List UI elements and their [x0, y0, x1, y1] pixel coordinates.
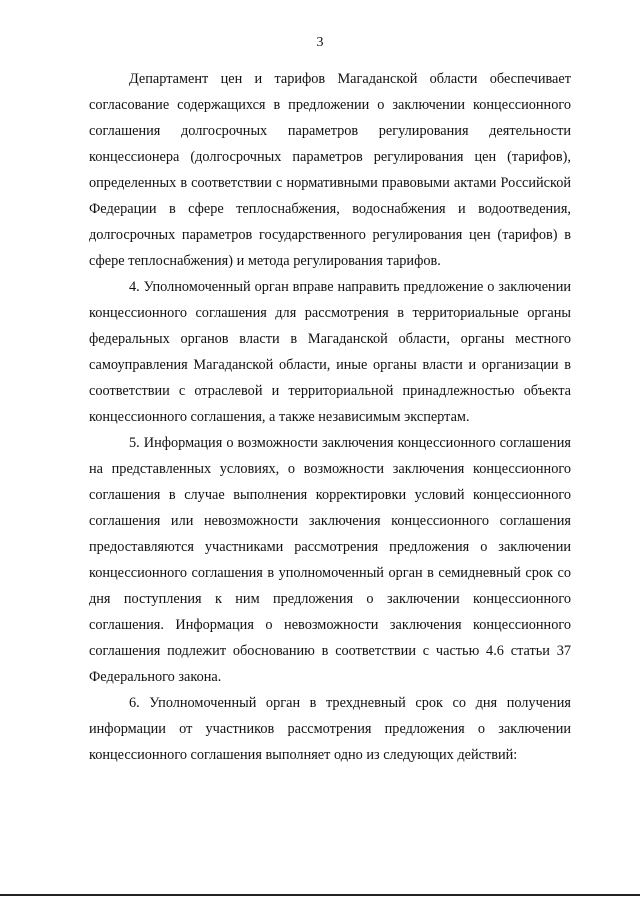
page-number: 3 [316, 35, 324, 50]
paragraph-item-6: 6. Уполномоченный орган в трехдневный срок со дня получения информации от участников рассмотрения предложения о заключении концессионного соглашения выполняет одно из следующих действий: [89, 695, 571, 763]
paragraph-department-approval: Департамент цен и тарифов Магаданской области обеспечивает согласование содержащихся в предложении о заключении концессионного соглашения долгосрочных параметров регулирования деятельности концессионера (долгосрочных параметров регулирования цен (тарифов), определенных в соответствии с нормативными правовыми актами Российской Федерации в сфере теплоснабжения, водоснабжения и водоотведения, долгосрочных параметров государственного регулирования цен (тарифов) в сфере теплоснабжения) и метода регулирования тарифов. [89, 71, 571, 269]
scan-bottom-edge [0, 894, 640, 896]
paragraph-item-4: 4. Уполномоченный орган вправе направить предложение о заключении концессионного соглашения для рассмотрения в территориальные органы федеральных органов власти в Магаданской области, органы местного самоуправления Магаданской области, иные органы власти и организации в соответствии с отраслевой и территориальной принадлежностью объекта концессионного соглашения, а также независимым экспертам. [89, 279, 571, 425]
paragraph-item-5: 5. Информация о возможности заключения концессионного соглашения на представленных условиях, о возможности заключения концессионного соглашения в случае выполнения корректировки условий концессионного соглашения или невозможности заключения концессионного соглашения предоставляются участниками рассмотрения предложения о заключении концессионного соглашения в уполномоченный орган в семидневный срок со дня поступления к ним предложения о заключении концессионного соглашения. Информация о невозможности заключения концессионного соглашения подлежит обоснованию в соответствии с частью 4.6 статьи 37 Федерального закона. [89, 435, 571, 685]
document-body [89, 66, 571, 768]
